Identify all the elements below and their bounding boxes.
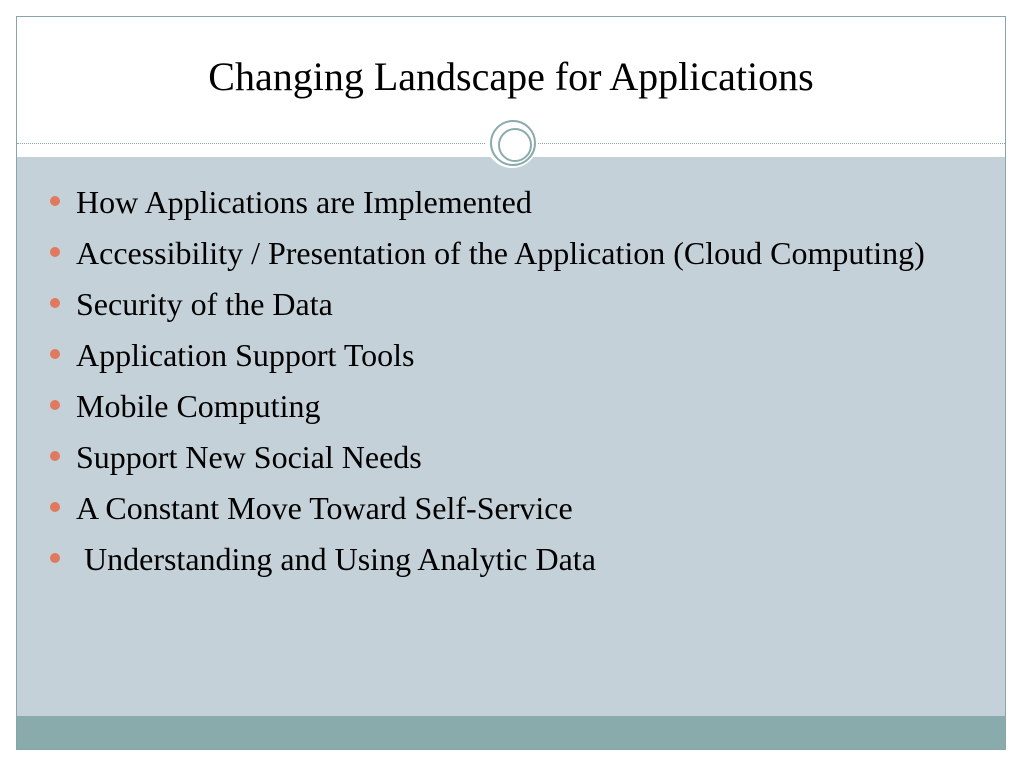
bullet-item	[50, 435, 960, 480]
slide-title: Changing Landscape for Applications	[208, 54, 814, 99]
bullet-list	[50, 180, 960, 588]
bullet-item	[50, 384, 960, 429]
bullet-text: Application Support Tools	[76, 337, 415, 373]
bullet-dot-icon	[50, 451, 60, 461]
double-circle-ornament-icon	[486, 116, 538, 168]
inner-ring	[498, 128, 532, 162]
bottom-band	[17, 716, 1005, 750]
bullet-item	[50, 282, 960, 327]
bullet-dot-icon	[50, 349, 60, 359]
bullet-text: A Constant Move Toward Self-Service	[76, 490, 573, 526]
bullet-dot-icon	[50, 298, 60, 308]
bullet-dot-icon	[50, 502, 60, 512]
bullet-item	[50, 537, 960, 582]
bullet-item	[50, 333, 960, 378]
bullet-dot-icon	[50, 400, 60, 410]
bullet-item	[50, 231, 960, 276]
bullet-dot-icon	[50, 196, 60, 206]
bullet-text: Security of the Data	[76, 286, 333, 322]
bullet-text: Support New Social Needs	[76, 439, 422, 475]
bullet-item	[50, 180, 960, 225]
outer-ring	[490, 120, 536, 166]
bullet-text: How Applications are Implemented	[76, 184, 532, 220]
bullet-text: Understanding and Using Analytic Data	[76, 541, 596, 577]
bullet-item	[50, 486, 960, 531]
bullet-dot-icon	[50, 247, 60, 257]
slide	[16, 16, 1006, 750]
bullet-dot-icon	[50, 553, 60, 563]
bullet-text: Mobile Computing	[76, 388, 321, 424]
bullet-text: Accessibility / Presentation of the Application (Cloud Computing)	[76, 235, 925, 271]
